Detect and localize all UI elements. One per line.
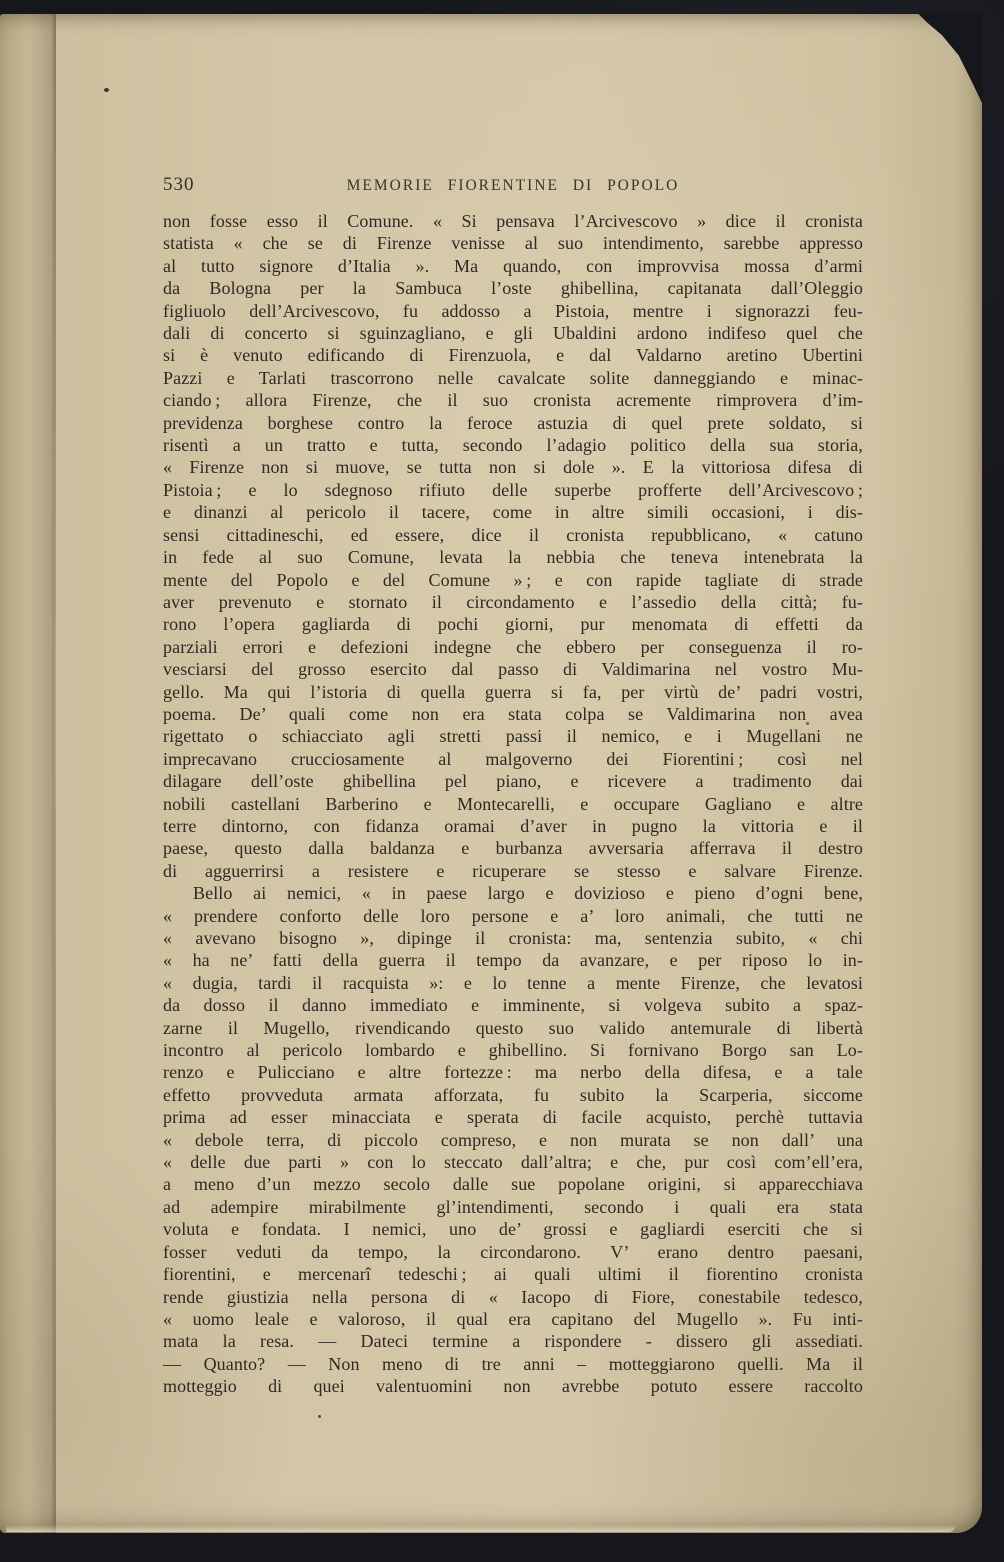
- gutter-shadow: [0, 14, 54, 1533]
- text-line: gello. Ma qui l’istoria di quella guerra si fa, per virtù de’ padri vostri,: [163, 681, 863, 702]
- book-page: [0, 14, 982, 1533]
- page-fold-line: [54, 14, 56, 1533]
- text-line: rigettato o schiacciato agli stretti passi il nemico, e i Mugellani ne: [163, 726, 863, 747]
- page-number: 530: [163, 174, 195, 195]
- text-line: « debole terra, di piccolo compreso, e non murata se non dall’ una: [163, 1129, 863, 1150]
- text-line: e dinanzi al pericolo il tacere, come in altre simili occasioni, i dis-: [163, 502, 863, 523]
- text-line: « delle due parti » con lo steccato dall’altra; e che, pur così com’ell’era,: [163, 1152, 863, 1173]
- page-header: [163, 174, 863, 200]
- text-line: « avevano bisogno », dipinge il cronista: ma, sentenzia subito, « chi: [163, 928, 863, 948]
- paragraph: [163, 882, 863, 1397]
- text-line: « Firenze non si muove, se tutta non si dole ». E la vittoriosa difesa di: [163, 457, 863, 478]
- text-line: da dosso il danno immediato e imminente, si volgeva subito a spaz-: [163, 995, 863, 1016]
- text-line: risentì a un tratto e tutta, secondo l’adagio politico della sua storia,: [163, 435, 863, 456]
- text-line: prima ad esser minacciata e sperata di facile acquisto, perchè tuttavia: [163, 1107, 863, 1128]
- torn-corner: [907, 13, 983, 105]
- text-line: al tutto signore d’Italia ». Ma quando, con improvvisa mossa d’armi: [163, 255, 863, 276]
- text-line: figliuolo dell’Arcivescovo, fu addosso a Pistoia, mentre i signorazzi feu-: [163, 300, 863, 321]
- paper-speck: [318, 1415, 321, 1418]
- text-line: « uomo leale e valoroso, il qual era capitano del Mugello ». Fu inti-: [163, 1308, 863, 1329]
- text-line: da Bologna per la Sambuca l’oste ghibellina, capitanata dall’Oleggio: [163, 278, 863, 299]
- text-line: vesciarsi del grosso esercito dal passo di Valdimarina nel vostro Mu-: [163, 659, 863, 680]
- text-line: si è venuto edificando di Firenzuola, e dal Valdarno aretino Ubertini: [163, 345, 863, 366]
- text-line: sensi cittadineschi, ed essere, dice il cronista repubblicano, « catuno: [163, 524, 863, 545]
- text-line: voluta e fondata. I nemici, uno de’ grossi e gagliardi eserciti che si: [163, 1219, 863, 1240]
- text-line: incontro al pericolo lombardo e ghibellino. Si fornivano Borgo san Lo-: [163, 1040, 863, 1061]
- text-line: motteggio di quei valentuomini non avrebbe potuto essere raccolto: [163, 1376, 863, 1397]
- text-line: renzo e Pulicciano e altre fortezze : ma nerbo della difesa, e a tale: [163, 1062, 863, 1083]
- text-line: Pistoia ; e lo sdegnoso rifiuto delle superbe profferte dell’Arcivescovo ;: [163, 479, 863, 500]
- text-line: Pazzi e Tarlati trascorrono nelle cavalcate solite danneggiando e minac-: [163, 367, 863, 388]
- text-line: statista « che se di Firenze venisse al suo intendimento, sarebbe appresso: [163, 233, 863, 254]
- text-line: zarne il Mugello, rivendicando questo suo valido antemurale di libertà: [163, 1017, 863, 1038]
- paragraph: [163, 210, 863, 882]
- text-line: di agguerrirsi a resistere e ricuperare se stesso e salvare Firenze.: [163, 860, 863, 881]
- text-line: fosser veduti da tempo, la circondarono. V’ erano dentro paesani,: [163, 1241, 863, 1262]
- text-line: dali di concerto si sguinzagliano, e gli Ubaldini ardono indifeso quel che: [163, 323, 863, 344]
- text-line: « dugia, tardi il racquista »: e lo tenne a mente Firenze, che levatosi: [163, 972, 863, 993]
- text-line: rono l’opera gagliarda di pochi giorni, pur menomata di effetti da: [163, 614, 863, 635]
- text-line: aver prevenuto e stornato il circondamento e l’assedio della città; fu-: [163, 591, 863, 612]
- text-line: in fede al suo Comune, levata la nebbia che teneva intenebrata la: [163, 547, 863, 568]
- text-line: poema. De’ quali come non era stata colpa se Valdimarina non avea: [163, 703, 863, 724]
- text-line: parziali errori e defezioni indegne che ebbero per conseguenza il ro-: [163, 636, 863, 657]
- text-line: rende giustizia nella persona di « Iacopo di Fiore, conestabile tedesco,: [163, 1286, 863, 1307]
- running-title: MEMORIE FIORENTINE DI POPOLO: [346, 177, 680, 194]
- text-line: « prendere conforto delle loro persone e a’ loro animali, che tutti ne: [163, 905, 863, 926]
- text-line: non fosse esso il Comune. « Si pensava l’Arcivescovo » dice il cronista: [163, 211, 863, 231]
- text-line: terre dintorno, con fidanza oramai d’aver in pugno la vittoria e il: [163, 815, 863, 836]
- text-line: nobili castellani Barberino e Montecarelli, e occupare Gagliano e altre: [163, 793, 863, 814]
- text-line: a meno d’un mezzo secolo dalle sue popolane origini, si apparecchiava: [163, 1174, 863, 1195]
- text-line: previdenza borghese contro la feroce astuzia di quel prete soldato, si: [163, 412, 863, 433]
- text-line: mata la resa. — Dateci termine a rispondere - dissero gli assediati.: [163, 1331, 863, 1352]
- text-line: Bello ai nemici, « in paese largo e dovizioso e pieno d’ogni bene,: [193, 883, 863, 904]
- text-line: fiorentini, e mercenarî tedeschi ; ai quali ultimi il fiorentino cronista: [163, 1264, 863, 1285]
- text-block: [163, 210, 863, 1398]
- text-line: paese, questo dalla baldanza e burbanza avversaria afferrava il destro: [163, 838, 863, 859]
- text-line: ciando ; allora Firenze, che il suo cronista acremente rimprovera d’im-: [163, 390, 863, 411]
- text-line: imprecavano crucciosamente al malgoverno dei Fiorentini ; così nel: [163, 748, 863, 769]
- paper-speck: [104, 88, 109, 92]
- page-bottom-edge: [6, 1525, 956, 1532]
- text-line: effetto provveduta armata afforzata, fu subito la Scarperia, siccome: [163, 1084, 863, 1105]
- text-line: — Quanto? — Non meno di tre anni – motteggiarono quelli. Ma il: [163, 1353, 863, 1374]
- text-line: mente del Popolo e del Comune » ; e con rapide tagliate di strade: [163, 569, 863, 590]
- text-line: « ha ne’ fatti della guerra il tempo da avanzare, e per riposo lo in-: [163, 950, 863, 971]
- text-line: dilagare dell’oste ghibellina pel piano, e ricevere a tradimento dai: [163, 771, 863, 792]
- text-line: ad adempire mirabilmente gl’intendimenti, secondo i quali era stata: [163, 1196, 863, 1217]
